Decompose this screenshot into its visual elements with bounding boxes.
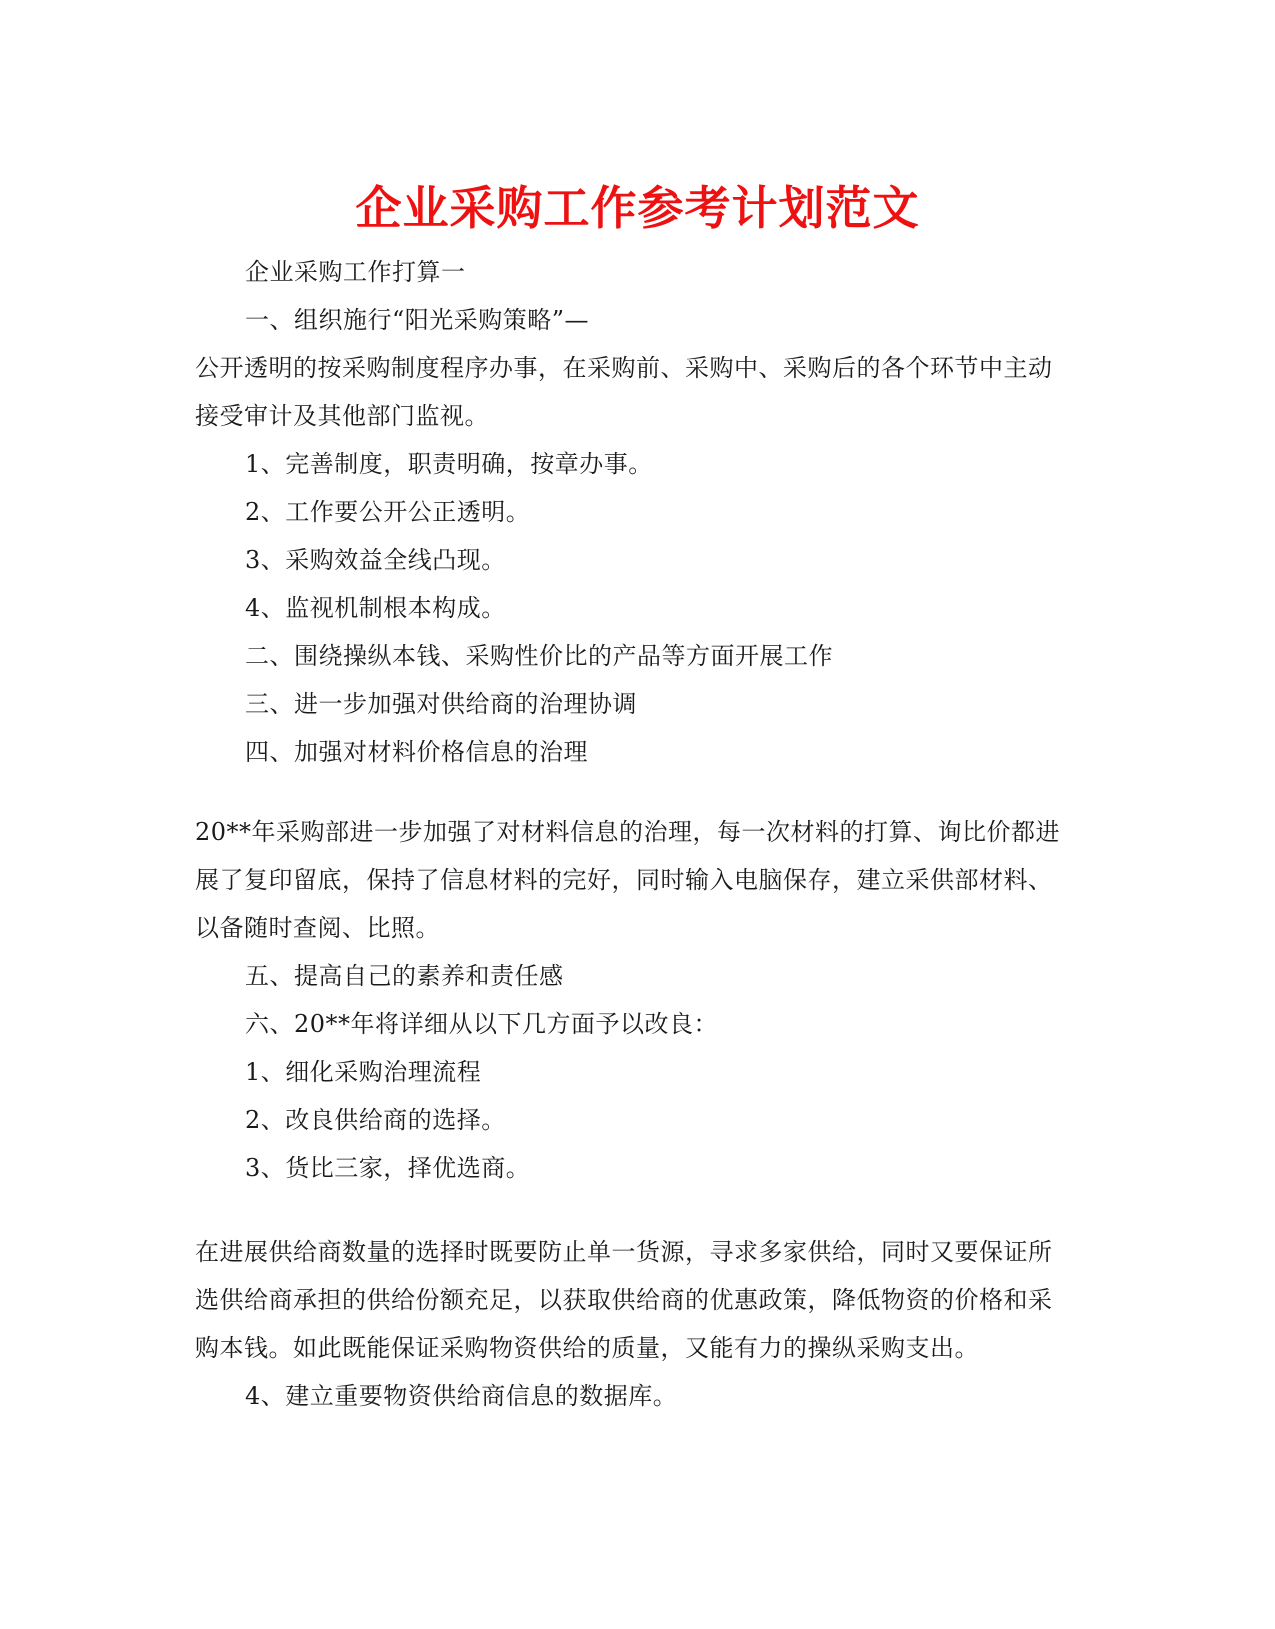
list-item: 3、采购效益全线凸现。 bbox=[245, 546, 506, 574]
section-block-3 bbox=[195, 1228, 1080, 1420]
list-item: 1、细化采购治理流程 bbox=[245, 1058, 482, 1086]
paragraph-line: 一、组织施行“阳光采购策略”— bbox=[245, 306, 590, 334]
section-heading: 三、进一步加强对供给商的治理协调 bbox=[245, 690, 637, 718]
section-block-1 bbox=[195, 248, 1080, 776]
list-item: 1、完善制度，职责明确，按章办事。 bbox=[245, 450, 653, 478]
section-heading: 五、提高自己的素养和责任感 bbox=[245, 962, 564, 990]
list-item: 2、改良供给商的选择。 bbox=[245, 1106, 506, 1134]
list-item: 2、工作要公开公正透明。 bbox=[245, 498, 531, 526]
paragraph-line: 选供给商承担的供给份额充足，以获取供给商的优惠政策，降低物资的价格和采 bbox=[195, 1286, 1053, 1314]
paragraph-line: 在进展供给商数量的选择时既要防止单一货源，寻求多家供给，同时又要保证所 bbox=[195, 1238, 1053, 1266]
section-block-2 bbox=[195, 808, 1080, 1192]
paragraph-line: 购本钱。如此既能保证采购物资供给的质量，又能有力的操纵采购支出。 bbox=[195, 1334, 979, 1362]
paragraph-line: 公开透明的按采购制度程序办事，在采购前、采购中、采购后的各个环节中主动 bbox=[195, 354, 1053, 382]
paragraph-line: 以备随时查阅、比照。 bbox=[195, 914, 440, 942]
section-heading: 六、20**年将详细从以下几方面予以改良： bbox=[245, 1010, 719, 1038]
document-title: 企业采购工作参考计划范文 bbox=[355, 181, 920, 235]
paragraph-line: 展了复印留底，保持了信息材料的完好，同时输入电脑保存，建立采供部材料、 bbox=[195, 866, 1053, 894]
list-item: 4、建立重要物资供给商信息的数据库。 bbox=[245, 1382, 678, 1410]
section-heading: 二、围绕操纵本钱、采购性价比的产品等方面开展工作 bbox=[245, 642, 833, 670]
list-item: 4、监视机制根本构成。 bbox=[245, 594, 506, 622]
list-item: 3、货比三家，择优选商。 bbox=[245, 1154, 531, 1182]
paragraph-line: 接受审计及其他部门监视。 bbox=[195, 402, 489, 430]
section-heading: 四、加强对材料价格信息的治理 bbox=[245, 738, 588, 766]
paragraph-line: 企业采购工作打算一 bbox=[245, 258, 466, 286]
paragraph-line: 20**年采购部进一步加强了对材料信息的治理，每一次材料的打算、询比价都进 bbox=[195, 818, 1061, 846]
